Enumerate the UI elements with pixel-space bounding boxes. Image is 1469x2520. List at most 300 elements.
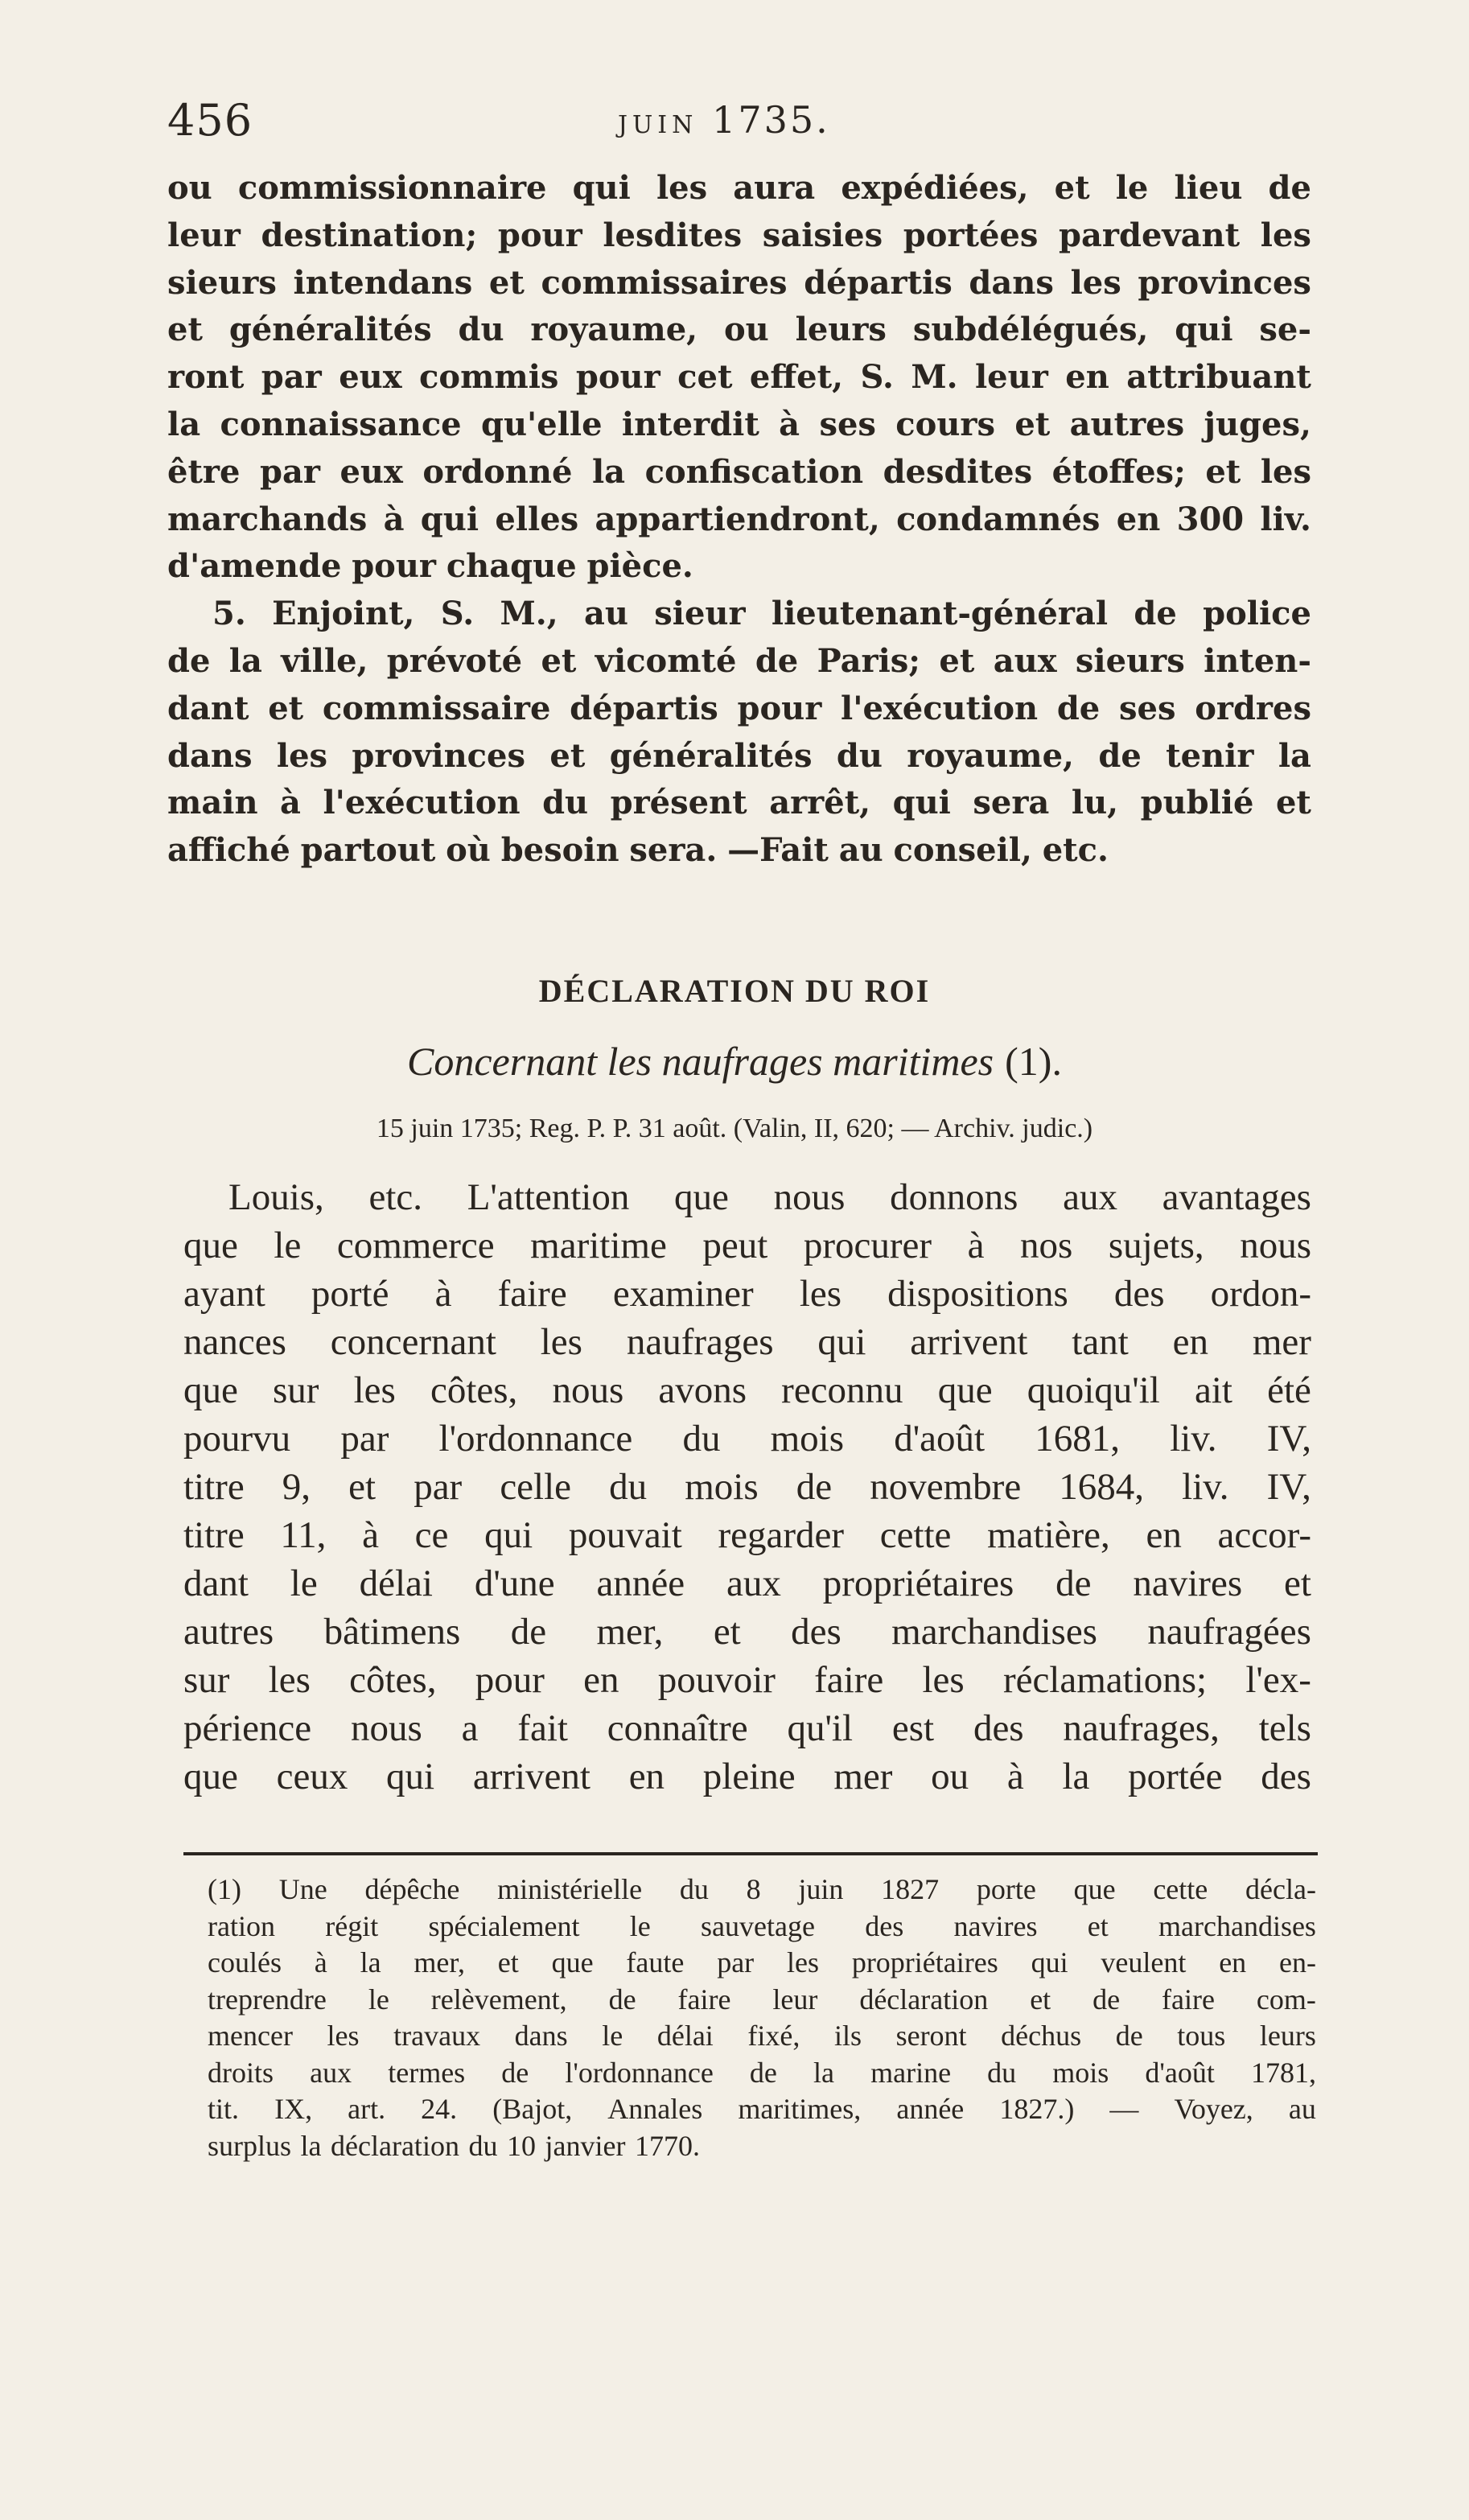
word: le [290, 1563, 318, 1604]
word: pour [352, 547, 437, 586]
word: où [446, 831, 491, 870]
word: qui [817, 1321, 866, 1363]
word: lieutenant-général [771, 595, 1109, 633]
article-line [167, 733, 1311, 780]
body-line [183, 1318, 1311, 1366]
word: liv. [1170, 1418, 1217, 1460]
word: liv. [1182, 1466, 1229, 1508]
footnote-line [208, 2055, 1316, 2092]
article-line [167, 780, 1311, 827]
footnote-reference: (1). [1005, 1039, 1062, 1084]
word: travaux [393, 2020, 481, 2052]
word: avons [658, 1369, 747, 1411]
word: les [786, 1946, 819, 1979]
word: art. [348, 2093, 386, 2125]
word: généralités [609, 736, 813, 775]
word: naufrages, [1063, 1707, 1220, 1749]
word: navires [953, 1909, 1038, 1942]
word: des [973, 1707, 1024, 1749]
running-head-year: 1735. [712, 98, 830, 142]
word: le [629, 1909, 651, 1942]
word: aux [726, 1563, 781, 1604]
word: qui [484, 1514, 533, 1556]
word: destination; [261, 216, 478, 254]
article-line [167, 591, 1311, 638]
word: cet [677, 358, 733, 397]
word: leur [167, 216, 241, 254]
word: faire [1162, 1983, 1215, 2016]
word: et [167, 311, 203, 349]
word: pour [575, 358, 660, 397]
word: de [510, 1611, 547, 1653]
word: en [1146, 1514, 1182, 1556]
word: nous [552, 1369, 624, 1411]
word: 1827 [881, 1873, 940, 1905]
word: d'une [474, 1563, 555, 1604]
word: qu'il [787, 1707, 854, 1749]
word: ou [167, 169, 212, 207]
body-line [183, 1704, 1311, 1752]
word: en [628, 1756, 665, 1797]
word: les [353, 1369, 396, 1411]
word: propriétaires [822, 1563, 1014, 1604]
word: le [368, 1983, 389, 2016]
word: celle [500, 1466, 572, 1508]
word: concernant [330, 1321, 496, 1363]
word: de [1092, 1983, 1121, 2016]
word: L'attention [467, 1176, 630, 1218]
footnote [208, 1871, 1316, 2164]
word: termes [388, 2056, 466, 2089]
word: tels [1258, 1707, 1311, 1749]
word: vicomté [595, 641, 737, 680]
word: délai [359, 1563, 433, 1604]
word: dans [167, 736, 253, 775]
text-line [167, 449, 1311, 496]
word: en- [1279, 1946, 1316, 1979]
word: à [779, 405, 800, 443]
word: procurer [803, 1225, 932, 1266]
word: ait [1195, 1369, 1232, 1411]
word: les [799, 1273, 842, 1315]
word: et [541, 641, 577, 680]
word: inten- [1204, 641, 1311, 680]
word: porté [311, 1273, 389, 1315]
footnote-line [208, 1909, 1316, 1946]
word: naufrages [626, 1321, 774, 1363]
word: naufragées [1147, 1611, 1311, 1653]
word: dant [183, 1563, 249, 1604]
word: juin [798, 1873, 844, 1905]
word: la [300, 2129, 322, 2162]
word: Annales [607, 2093, 703, 2125]
page-header [167, 95, 1310, 159]
word: qui [420, 500, 479, 538]
text-line [167, 543, 1311, 591]
word: maritime [530, 1225, 667, 1266]
word: S. [860, 358, 894, 397]
word: côtes, [430, 1369, 518, 1411]
word: attribuant [1126, 358, 1311, 397]
word: du [542, 784, 589, 822]
word: juges, [1204, 405, 1311, 443]
word: tit. [208, 2093, 240, 2125]
body-line [183, 1366, 1311, 1414]
word: 10 [506, 2129, 536, 2162]
preceding-text [167, 165, 1311, 875]
word: quoiqu'il [1027, 1369, 1160, 1411]
word: aura [733, 169, 816, 207]
text-line [167, 212, 1311, 260]
word: au [838, 831, 883, 870]
word: régit [325, 1909, 379, 1942]
word: arrêt, [769, 784, 871, 822]
word: Voyez, [1174, 2093, 1253, 2125]
word: du [458, 311, 504, 349]
word: de [796, 1466, 833, 1508]
word: desdites [883, 452, 1033, 491]
word: dans [969, 263, 1054, 302]
word: provinces [1138, 263, 1311, 302]
word: et [1275, 784, 1311, 822]
word: maritimes, [738, 2093, 862, 2125]
word: appartiendront, [595, 500, 880, 538]
word: pour [475, 1659, 545, 1701]
word: déchus [1001, 2020, 1082, 2052]
word: IX, [274, 2093, 313, 2125]
word: à [967, 1225, 985, 1266]
word: a [461, 1707, 479, 1749]
word: — [1109, 2093, 1139, 2125]
word: ville, [281, 641, 368, 680]
word: à [1006, 1756, 1024, 1797]
word: ordon- [1210, 1273, 1311, 1315]
word: affiché [167, 831, 290, 870]
word: que [551, 1946, 594, 1979]
word: et [939, 641, 975, 680]
word: 300 [1176, 500, 1245, 538]
word: (Bajot, [492, 2093, 573, 2125]
word: de [1268, 169, 1311, 207]
word: ses [819, 405, 876, 443]
word: départis [804, 263, 953, 302]
word: 8 [746, 1873, 761, 1905]
word: prévoté [386, 641, 523, 680]
word: partout [300, 831, 436, 870]
word: sieur [654, 595, 746, 633]
word: janvier [545, 2129, 626, 2162]
word: S. [440, 595, 475, 633]
word: commissionnaire [237, 169, 547, 207]
word: mois [685, 1466, 759, 1508]
word: conseil, [893, 831, 1032, 870]
word: côtes, [349, 1659, 437, 1701]
footnote-line [208, 1871, 1316, 1909]
word: du [836, 736, 883, 775]
word: novembre [870, 1466, 1022, 1508]
word: sera [973, 784, 1050, 822]
word: pourvu [183, 1418, 291, 1460]
word: les [276, 736, 328, 775]
body-line [183, 1559, 1311, 1608]
word: au [583, 595, 628, 633]
word: les [656, 169, 708, 207]
word: et [488, 263, 525, 302]
word: du [679, 1873, 709, 1905]
word: droits [208, 2056, 274, 2089]
word: nances [183, 1321, 286, 1363]
word: —Fait [727, 831, 829, 870]
word: à [280, 784, 301, 822]
word: des [1113, 1273, 1165, 1315]
body-line [183, 1463, 1311, 1511]
word: et [713, 1611, 741, 1653]
word: Enjoint, [272, 595, 415, 633]
word: veulent [1101, 1946, 1187, 1979]
word: IV, [1266, 1466, 1311, 1508]
word: liv. [1260, 500, 1311, 538]
word: fixé, [747, 2020, 800, 2052]
word: tant [1072, 1321, 1129, 1363]
running-head [618, 98, 830, 142]
word: la [228, 641, 262, 680]
footnote-rule [183, 1852, 1318, 1855]
word: en [1172, 1321, 1209, 1363]
word: de [608, 1983, 636, 2016]
word: mer [833, 1756, 893, 1797]
word: publié [1140, 784, 1254, 822]
word: dispositions [887, 1273, 1068, 1315]
word: aux [310, 2056, 352, 2089]
text-line [167, 165, 1311, 212]
word: pardevant [1059, 216, 1241, 254]
word: main [167, 784, 258, 822]
word: intendans [293, 263, 473, 302]
word: qui [892, 784, 951, 822]
word: ront [167, 358, 245, 397]
word: avantages [1162, 1176, 1311, 1218]
word: connaissance [220, 405, 462, 443]
word: mencer [208, 2020, 293, 2052]
word: les [327, 2020, 360, 2052]
word: commissaires [541, 263, 788, 302]
word: dant [167, 689, 249, 727]
word: ou [723, 311, 769, 349]
word: et [549, 736, 586, 775]
word: Paris; [817, 641, 921, 680]
word: en [583, 1659, 619, 1701]
word: qui [572, 169, 631, 207]
word: connaître [607, 1707, 748, 1749]
word: cette [1153, 1873, 1208, 1905]
word: leurs [795, 311, 887, 349]
word: délai [656, 2020, 714, 2052]
word: à [314, 1946, 327, 1979]
footnote-line [208, 2018, 1316, 2055]
word: lu, [1071, 784, 1119, 822]
word: de [755, 641, 799, 680]
word: se- [1259, 311, 1311, 349]
word: à [383, 500, 405, 538]
word: commissaire [322, 689, 551, 727]
word: ordonné [422, 452, 573, 491]
word: navires [1133, 1563, 1243, 1604]
word: arrivent [910, 1321, 1028, 1363]
word: effet, [749, 358, 844, 397]
word: leur [772, 1983, 818, 2016]
word: en [1116, 500, 1161, 538]
word: ordres [1195, 689, 1311, 727]
word: bâtimens [323, 1611, 461, 1653]
word: que [183, 1225, 238, 1266]
word: faire [814, 1659, 884, 1701]
word: regarder [718, 1514, 845, 1556]
word: départis [570, 689, 718, 727]
word: dans [514, 2020, 568, 2052]
word: eux [339, 358, 402, 397]
word: faire [677, 1983, 731, 2016]
word: propriétaires [851, 1946, 998, 1979]
page-number: 456 [167, 95, 253, 146]
word: du [987, 2056, 1017, 2089]
word: réclamations; [1002, 1659, 1208, 1701]
word: ils [833, 2020, 862, 2052]
word: etc. [1042, 831, 1109, 870]
word: portées [903, 216, 1039, 254]
word: coulés [208, 1946, 282, 1979]
word: titre [183, 1514, 245, 1556]
word: donnons [890, 1176, 1018, 1218]
word: la [1278, 736, 1311, 775]
word: les [1260, 216, 1311, 254]
word: et [1284, 1563, 1311, 1604]
word: les [922, 1659, 965, 1701]
word: l'ordonnance [438, 1418, 633, 1460]
word: en [1065, 358, 1109, 397]
word: ministérielle [497, 1873, 643, 1905]
word: au [1288, 2093, 1316, 2125]
word: sauvetage [701, 1909, 815, 1942]
word: que [183, 1369, 238, 1411]
body-line [183, 1656, 1311, 1704]
word: été [1267, 1369, 1311, 1411]
word: par [259, 452, 320, 491]
article-line [167, 686, 1311, 733]
word: sieurs [167, 263, 277, 302]
word: qui [386, 1756, 435, 1797]
word: mois [1052, 2056, 1109, 2089]
word: des [865, 1909, 904, 1942]
body-line [183, 1608, 1311, 1656]
text-line [167, 496, 1311, 544]
word: ceux [276, 1756, 348, 1797]
word: les [1260, 452, 1311, 491]
running-head-month: JUIN [618, 111, 698, 139]
word: par [261, 358, 322, 397]
word: portée [1128, 1756, 1223, 1797]
word: 9, [282, 1466, 311, 1508]
word: surplus [208, 2129, 292, 2162]
word: par [717, 1946, 755, 1979]
word: seront [895, 2020, 967, 2052]
word: tenir [1166, 736, 1254, 775]
word: saisies [762, 216, 883, 254]
word: des [791, 1611, 841, 1653]
word: dépêche [364, 1873, 460, 1905]
word: du [468, 2129, 498, 2162]
word: sur [183, 1659, 230, 1701]
word: pièce. [586, 547, 693, 586]
word: l'ex- [1245, 1659, 1311, 1701]
word: que [937, 1369, 993, 1411]
word: tous [1177, 2020, 1226, 2052]
declaration-subtitle-text: Concernant les naufrages maritimes [407, 1039, 994, 1084]
word: peut [702, 1225, 768, 1266]
word: nous [350, 1707, 422, 1749]
word: interdit [621, 405, 759, 443]
word: par [414, 1466, 463, 1508]
word: mer, [596, 1611, 664, 1653]
word: leur [974, 358, 1048, 397]
word: nos [1020, 1225, 1073, 1266]
word: lieu [1174, 169, 1243, 207]
word: expédiées, [841, 169, 1029, 207]
word: année [596, 1563, 685, 1604]
word: 24. [421, 2093, 458, 2125]
word: autres [1069, 405, 1185, 443]
word: sur [273, 1369, 319, 1411]
word: titre [183, 1466, 245, 1508]
word: condamnés [896, 500, 1101, 538]
article-line [167, 827, 1311, 875]
word: le [602, 2020, 623, 2052]
text-line [167, 401, 1311, 449]
word: mois [770, 1418, 845, 1460]
word: subdélégués, [912, 311, 1149, 349]
word: les [1070, 263, 1121, 302]
word: commerce [336, 1225, 495, 1266]
word: faire [497, 1273, 567, 1315]
body-line [183, 1414, 1311, 1463]
word: et [1014, 405, 1051, 443]
word: en [1219, 1946, 1247, 1979]
word: (1) [208, 1873, 241, 1905]
word: relèvement, [430, 1983, 567, 2016]
word: que [674, 1176, 729, 1218]
word: ses [1118, 689, 1176, 727]
word: mer, [414, 1946, 465, 1979]
word: 11, [280, 1514, 327, 1556]
word: arrivent [472, 1756, 590, 1797]
declaration-subtitle [0, 1038, 1469, 1085]
word: leurs [1259, 2020, 1316, 2052]
word: chaque [446, 547, 577, 586]
text-line [167, 260, 1311, 307]
word: autres [183, 1611, 274, 1653]
word: le [1115, 169, 1149, 207]
word: 1684, [1059, 1466, 1145, 1508]
word: spécialement [428, 1909, 580, 1942]
word: les [540, 1321, 582, 1363]
article-line [167, 638, 1311, 686]
word: 1681, [1035, 1418, 1121, 1460]
word: déclaration [859, 1983, 989, 2016]
word: décla- [1245, 1873, 1316, 1905]
footnote-line [208, 1945, 1316, 1982]
word: et [1030, 1983, 1051, 2016]
word: d'amende [167, 547, 342, 586]
word: d'août [1145, 2056, 1215, 2089]
